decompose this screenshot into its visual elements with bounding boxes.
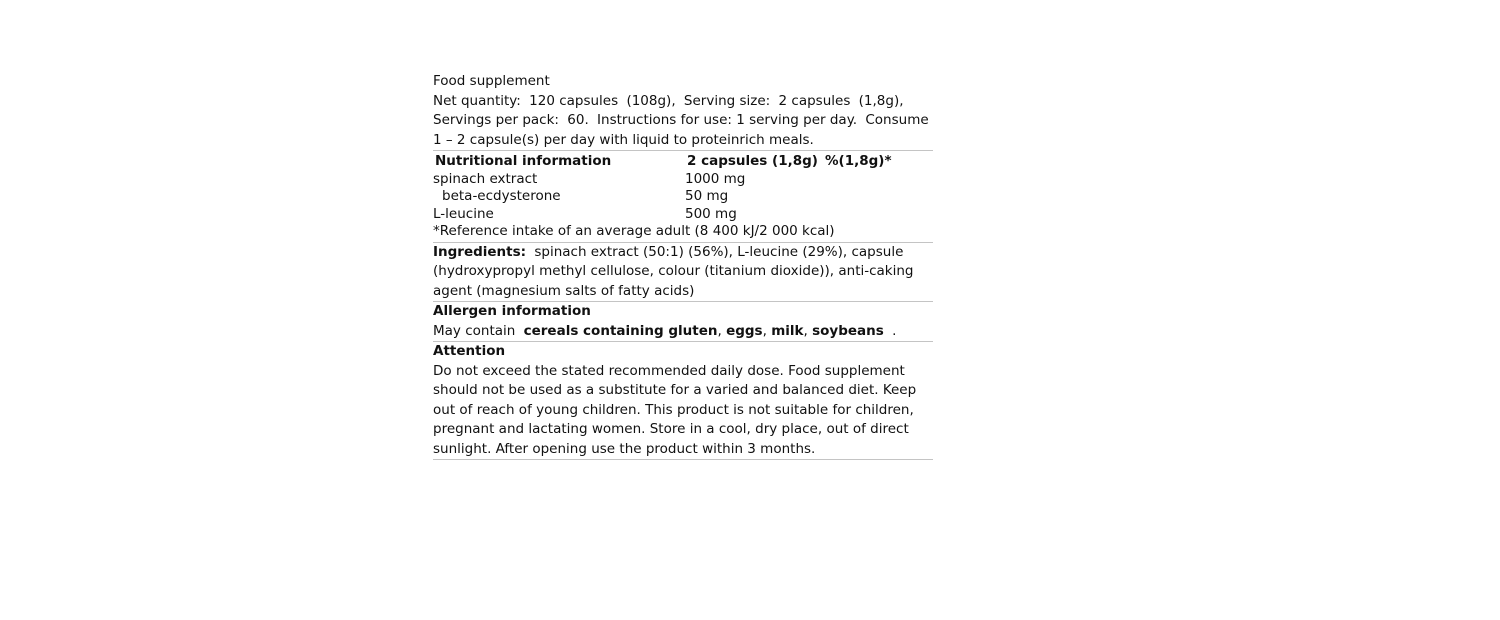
nutrition-table (433, 151, 933, 223)
reference-footnote: *Reference intake of an average adult (8 400 kJ/2 000 kcal) (433, 223, 835, 239)
nutrient-percent (823, 171, 933, 189)
net-quantity-value: 120 capsules (529, 92, 619, 109)
nutrient-amount: 50 mg (685, 188, 729, 204)
nutrient-amount: 500 mg (685, 205, 737, 222)
quantity-line (433, 92, 933, 151)
attention-section (433, 342, 933, 459)
allergen-item: cereals containing gluten (523, 322, 718, 339)
allergen-item: eggs (726, 322, 763, 339)
nutrient-name: beta-ecdysterone (442, 188, 561, 204)
attention-title: Attention (433, 343, 506, 359)
nutrient-amount: 1000 mg (685, 170, 746, 187)
allergen-item: soybeans (812, 322, 884, 339)
servings-label: Servings per pack: (433, 112, 559, 128)
serving-size-weight: (1,8g), (858, 92, 904, 109)
nutrient-name: L-leucine (433, 205, 494, 222)
ingredients-label: Ingredients: (433, 243, 527, 260)
consume-text: Consume 1 (433, 112, 929, 148)
nutrient-percent (823, 206, 933, 224)
allergen-line: May contain cereals containing gluten, eggs, milk, soybeans . (433, 322, 897, 339)
allergen-prefix: May contain (433, 322, 516, 339)
ingredients-text: spinach extract (50:1) (56%), L-leucine (29%), capsule (hydroxypropyl methyl cellulose, colour (titanium dioxide)), anti-caking agent (magnesium salts of fatty acids) (433, 243, 914, 299)
allergen-title: Allergen information (433, 303, 591, 319)
serving-size-value: 2 capsules (778, 92, 851, 109)
table-row (433, 206, 933, 224)
table-row (433, 171, 933, 189)
table-row (433, 188, 933, 206)
consume-continued: – 2 capsule(s) per day with liquid to proteinrich meals. (445, 131, 814, 148)
allergen-suffix: . (892, 322, 897, 339)
instructions-text: Instructions for use: 1 serving per day. (597, 112, 858, 128)
serving-header: 2 capsules (1,8g) (687, 153, 818, 169)
serving-size-label: Serving size: (683, 92, 771, 109)
attention-text: Do not exceed the stated recommended daily dose. Food supplement should not be used as a substitute for a varied and balanced diet. Keep out of reach of young children. This product is not suitable for children, pregnant and lactating women. Store in a cool, dry place, out of direct sunlight. After opening use the product within 3 months. (433, 362, 917, 457)
intro-section (433, 72, 933, 150)
divider (433, 459, 933, 460)
net-quantity-weight: (108g), (626, 92, 676, 109)
nutrition-header-row (433, 151, 933, 171)
nutrient-percent (823, 188, 933, 206)
allergen-section (433, 302, 933, 341)
product-label (433, 72, 933, 460)
net-quantity-label: Net quantity: (433, 92, 521, 109)
servings-value: 60. (567, 112, 589, 128)
nutrient-name: spinach extract (433, 170, 538, 187)
nutrition-header: Nutritional information (435, 153, 612, 169)
allergen-item: milk (771, 322, 804, 339)
ingredients-section (433, 243, 933, 302)
product-type: Food supplement (433, 73, 550, 89)
percent-header: %(1,8g)* (825, 153, 892, 169)
